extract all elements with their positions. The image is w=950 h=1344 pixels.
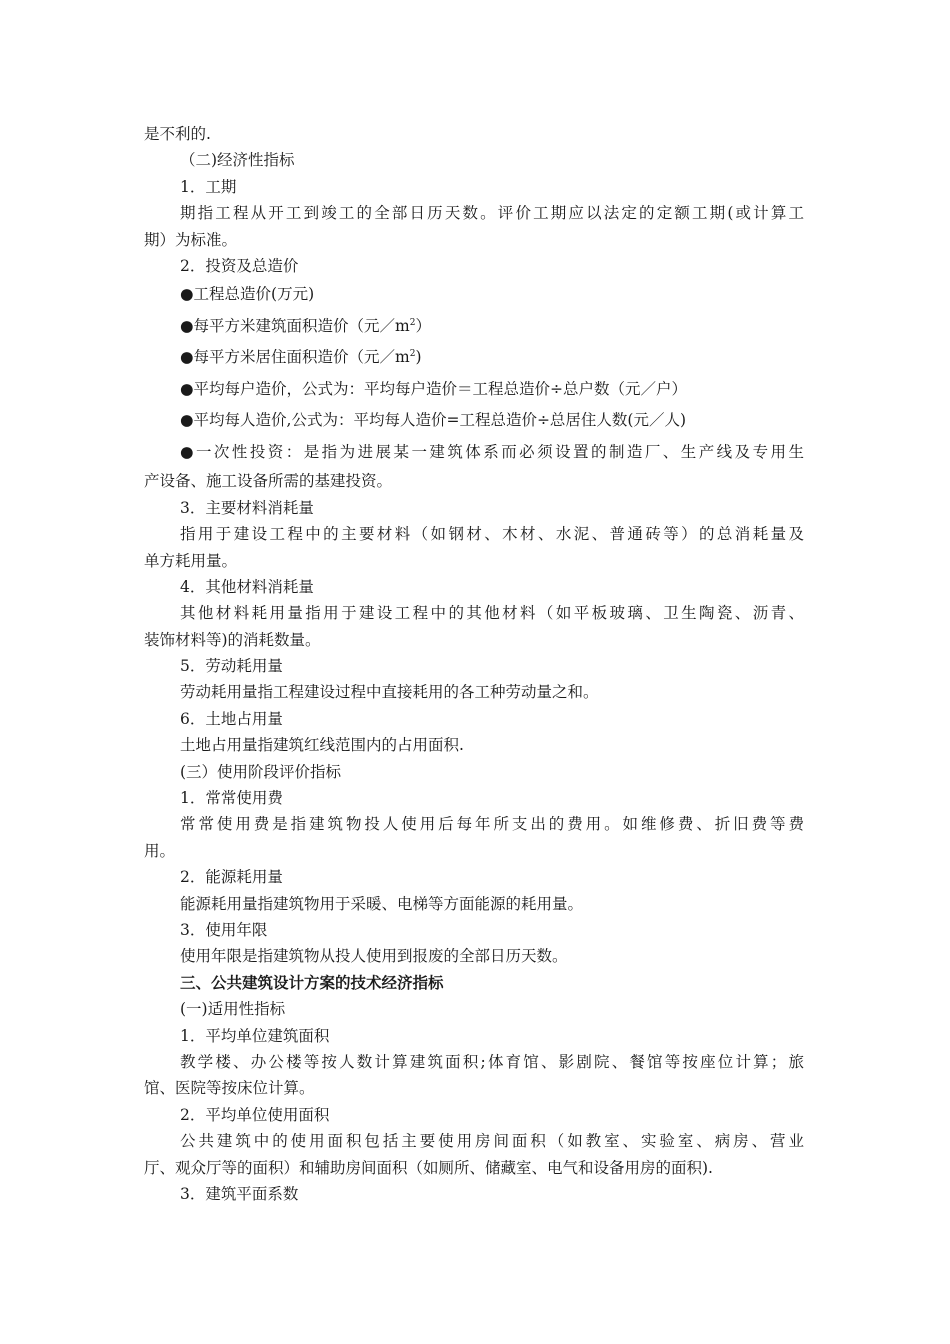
paragraph-line: 单方耗用量。 [144,551,238,570]
section-heading: (三）使用阶段评价指标 [180,762,342,781]
text-line: 是不利的. [144,125,211,143]
paragraph-line: 土地占用量指建筑红线范围内的占用面积. [180,736,464,755]
item-heading: 1．工期 [180,177,237,196]
item-heading: 6．土地占用量 [180,709,283,728]
paragraph-line: 常常使用费是指建筑物投人使用后每年所支出的费用。如维修费、折旧费等费 [180,815,804,834]
item-heading: 1．常常使用费 [180,789,283,808]
document-page [144,121,804,1207]
item-heading: 2．平均单位使用面积 [180,1105,330,1124]
paragraph-line: 能源耗用量指建筑物用于采暖、电梯等方面能源的耗用量。 [180,894,584,913]
superscript: 2 [409,317,416,328]
item-heading: 4．其他材料消耗量 [180,577,314,596]
paragraph-line: 期）为标准。 [144,230,238,249]
paragraph-line: 用。 [144,841,176,860]
bullet-item: ●平均每户造价，公式为：平均每户造价＝工程总造价÷总户数（元／户） [180,379,688,398]
paragraph-line: 使用年限是指建筑物从投人使用到报废的全部日历天数。 [180,947,568,966]
paragraph-line: 馆、医院等按床位计算。 [144,1079,315,1098]
paragraph-line: 产设备、施工设备所需的基建投资。 [144,472,393,491]
item-heading: 3．主要材料消耗量 [180,498,314,517]
bullet-text: ） [415,316,431,335]
paragraph-line: 装饰材料等)的消耗数量。 [144,630,321,649]
section-heading: (一)适用性指标 [180,1000,286,1019]
bullet-item: ●平均每人造价,公式为：平均每人造价=工程总造价÷总居住人数(元／人) [180,411,687,430]
section-heading: （二)经济性指标 [180,151,295,170]
item-heading: 5．劳动耗用量 [180,657,283,676]
paragraph-line: 指用于建设工程中的主要材料（如钢材、木材、水泥、普通砖等）的总消耗量及 [180,525,804,544]
bullet-item: ●工程总造价(万元) [180,285,315,304]
item-heading: 1．平均单位建筑面积 [180,1026,330,1045]
item-heading: 3．建筑平面系数 [180,1184,299,1203]
paragraph-line: 厅、观众厅等的面积）和辅助房间面积（如厕所、储藏室、电气和设备用房的面积). [144,1158,713,1177]
bullet-text: ●每平方米居住面积造价（元／m [180,348,410,367]
superscript: 2 [409,349,416,360]
bullet-text: ) [415,348,422,367]
bullet-item [144,311,804,343]
chapter-heading: 三、公共建筑设计方案的技术经济指标 [180,972,444,992]
paragraph-line: 其他材料耗用量指用于建设工程中的其他材料（如平板玻璃、卫生陶瓷、沥青、 [180,604,804,623]
paragraph-line: 公共建筑中的使用面积包括主要使用房间面积（如教室、实验室、病房、营业 [180,1132,804,1151]
paragraph-line: 教学楼、办公楼等按人数计算建筑面积;体育馆、影剧院、餐馆等按座位计算；旅 [180,1052,804,1071]
item-heading: 3．使用年限 [180,920,268,939]
item-heading: 2．能源耗用量 [180,868,283,887]
paragraph-line: 劳动耗用量指工程建设过程中直接耗用的各工种劳动量之和。 [180,683,599,702]
bullet-item: ●一次性投资：是指为进展某一建筑体系而必须设置的制造厂、生产线及专用生 [180,442,804,461]
bullet-text: ●每平方米建筑面积造价（元／m [180,316,410,335]
item-heading: 2．投资及总造价 [180,256,299,275]
bullet-item [144,342,804,374]
paragraph-line: 期指工程从开工到竣工的全部日历天数。评价工期应以法定的定额工期(或计算工 [180,204,804,223]
